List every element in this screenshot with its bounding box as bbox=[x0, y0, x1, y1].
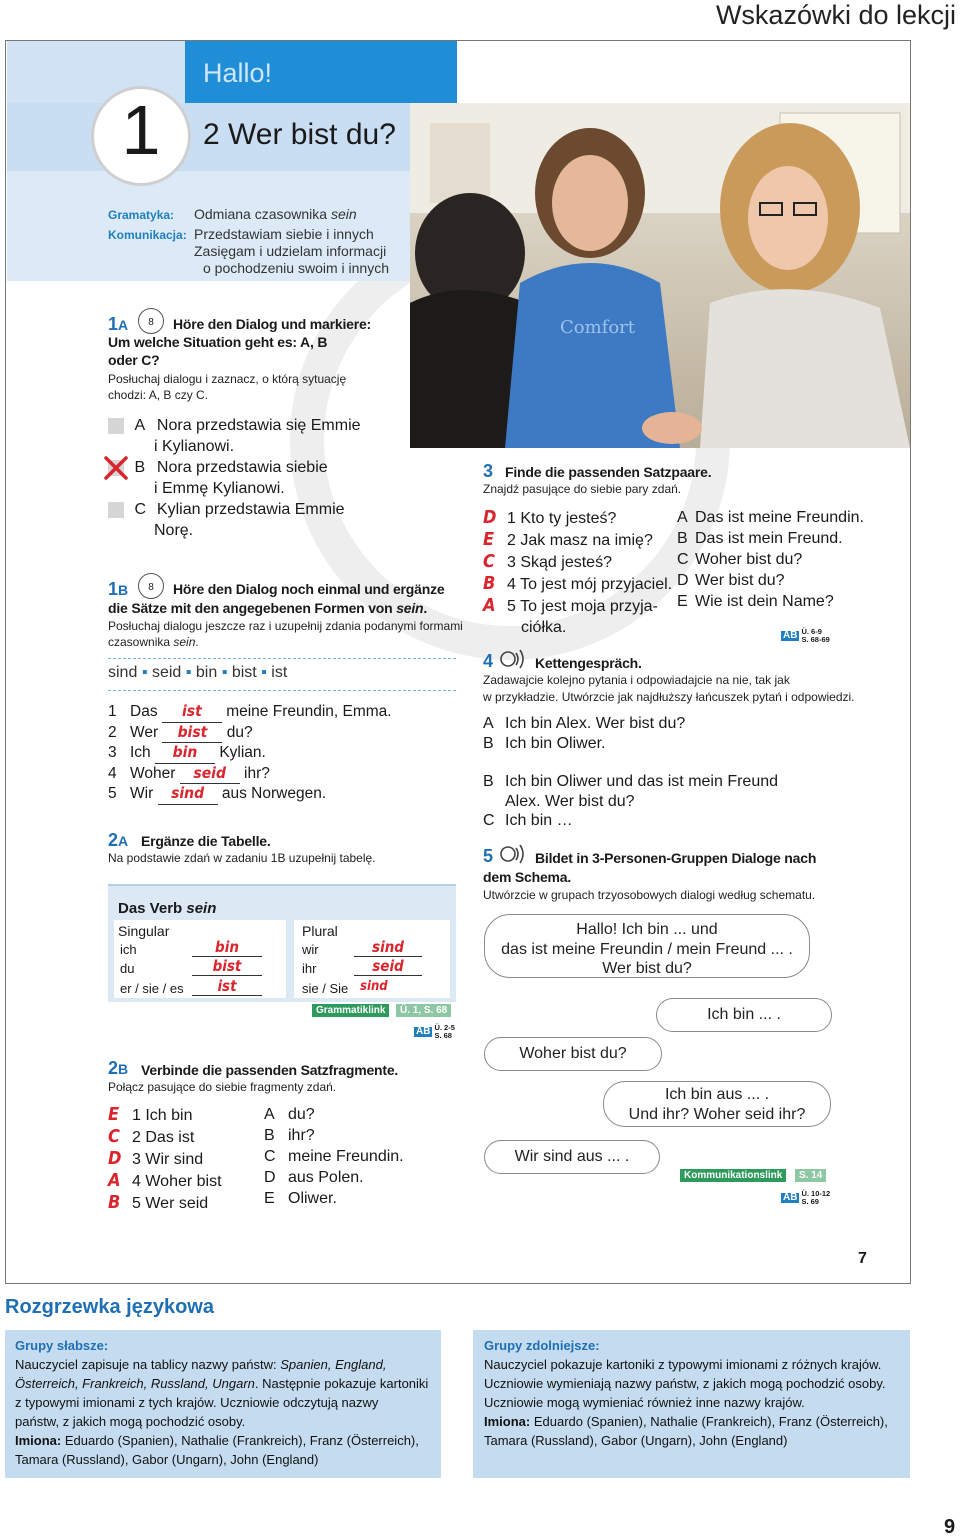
verb-table-title: Das Verb sein bbox=[118, 900, 217, 917]
communication-value-1: Przedstawiam siebie i innych bbox=[194, 226, 374, 242]
ex1a-header: 1A bbox=[108, 314, 129, 334]
ex1a-title-1: Höre den Dialog und markiere: bbox=[173, 316, 372, 332]
kommunikationslink-ref: S. 14 bbox=[795, 1169, 826, 1182]
ex1a-title-3: oder C? bbox=[108, 352, 160, 368]
ex3-right-b: B Das ist mein Freund. bbox=[677, 530, 843, 547]
warmup-title: Rozgrzewka językowa bbox=[5, 1296, 214, 1318]
ex2b-right-b: B ihr? bbox=[264, 1127, 315, 1144]
ab-ref-2a[interactable]: AB Ü. 2-5 S. 68 bbox=[416, 1023, 455, 1040]
unit-title: Hallo! bbox=[203, 58, 273, 88]
ex3-left-4[interactable]: B 4 To jest mój przyjaciel. bbox=[483, 573, 673, 594]
answer-5[interactable]: sind bbox=[158, 784, 218, 805]
forms-box: sind ▪ seid ▪ bin ▪ bist ▪ ist bbox=[108, 664, 288, 681]
ex4-dialog bbox=[483, 714, 778, 831]
ex2b-right-e: E Oliwer. bbox=[264, 1190, 337, 1207]
ex2b-right bbox=[264, 1104, 404, 1209]
col-singular: Singular bbox=[118, 923, 170, 939]
ex5-title-1: Bildet in 3-Personen-Gruppen Dialoge nach bbox=[535, 850, 817, 866]
table-answer-wir[interactable]: sind bbox=[354, 938, 422, 957]
ex3-title: Finde die passenden Satzpaare. bbox=[505, 464, 712, 480]
ex1b-title-1: Höre den Dialog noch einmal und ergänze bbox=[173, 581, 445, 597]
ex1a-audio-icon: 8 bbox=[138, 308, 164, 334]
communication-label: Komunikacja: bbox=[108, 228, 187, 242]
table-answer-sie[interactable]: sind bbox=[360, 979, 388, 994]
communication-value-2: Zasięgam i udzielam informacji bbox=[194, 243, 387, 259]
sentence-1: 1 Das ist meine Freundin, Emma. bbox=[108, 702, 392, 723]
speech-icon-5 bbox=[500, 843, 526, 870]
ex1b-sub-1: Posłuchaj dialogu jeszcze raz i uzupełnij zdania podanymi formami bbox=[108, 619, 463, 633]
ex1a-option-c[interactable]: C Kylian przedstawia Emmie Norę. bbox=[108, 499, 345, 541]
answer-3[interactable]: bin bbox=[155, 743, 215, 764]
answer-4[interactable]: seid bbox=[180, 764, 240, 785]
ex2b-left-5[interactable]: B 5 Wer seid bbox=[108, 1192, 209, 1213]
sentence-4: 4 Woher seid ihr? bbox=[108, 764, 392, 785]
ex3-right-e: E Wie ist dein Name? bbox=[677, 593, 834, 610]
table-answer-ich[interactable]: bin bbox=[192, 938, 262, 957]
ex3-right-a: A Das ist meine Freundin. bbox=[677, 509, 864, 526]
checkbox-b-checked[interactable] bbox=[108, 460, 124, 476]
page-number: 9 bbox=[944, 1516, 956, 1538]
speech-bubble-4: Ich bin aus ... . Und ihr? Woher seid ihr? bbox=[603, 1081, 831, 1127]
ex2a-header: 2A bbox=[108, 830, 129, 850]
kommunikationslink-badge[interactable]: Kommunikationslink bbox=[680, 1169, 786, 1182]
speaking-icon bbox=[500, 843, 526, 865]
table-answer-du[interactable]: bist bbox=[192, 957, 262, 976]
ex4-number: 4 bbox=[483, 651, 494, 671]
communication-value-3: o pochodzeniu swoim i innych bbox=[203, 260, 389, 276]
ex5-number: 5 bbox=[483, 846, 494, 866]
grammatiklink-badge[interactable]: Grammatiklink bbox=[312, 1004, 389, 1017]
speech-bubble-5: Wir sind aus ... . bbox=[484, 1140, 660, 1174]
ex2b-header: 2B bbox=[108, 1058, 129, 1078]
grammar-label: Gramatyka: bbox=[108, 208, 175, 222]
speech-icon-4 bbox=[500, 648, 526, 675]
ex3-left-5[interactable]: A 5 To jest moja przyja- ciółka. bbox=[483, 595, 658, 636]
ex2b-left-1[interactable]: E 1 Ich bin bbox=[108, 1104, 193, 1125]
dashed-line-bottom bbox=[108, 690, 456, 691]
ex2b-right-a: A du? bbox=[264, 1106, 315, 1123]
sentence-5: 5 Wir sind aus Norwegen. bbox=[108, 784, 392, 805]
ex4-sub-2: w przykładzie. Utwórzcie jak najdłuższy łańcuszek pytań i odpowiedzi. bbox=[483, 690, 855, 704]
sentence-2: 2 Wer bist du? bbox=[108, 723, 392, 744]
ex1a-title-2: Um welche Situation geht es: A, B bbox=[108, 334, 328, 350]
inner-page-number: 7 bbox=[858, 1250, 867, 1267]
speaking-icon bbox=[500, 648, 526, 670]
ex1b-audio-icon: 8 bbox=[138, 573, 164, 599]
ex2b-left-2[interactable]: C 2 Das ist bbox=[108, 1126, 195, 1147]
cross-mark-icon bbox=[103, 455, 129, 481]
ex5-sub: Utwórzcie w grupach trzyosobowych dialogi według schematu. bbox=[483, 888, 816, 902]
ex3-right-d: D Wer bist du? bbox=[677, 572, 785, 589]
ex2b-sub: Połącz pasujące do siebie fragmenty zdań. bbox=[108, 1080, 337, 1094]
ex2a-sub: Na podstawie zdań w zadaniu 1B uzupełnij tabelę. bbox=[108, 851, 376, 865]
speech-bubble-3: Woher bist du? bbox=[484, 1037, 662, 1071]
ex3-left-1[interactable]: D 1 Kto ty jesteś? bbox=[483, 507, 617, 528]
ex3-number: 3 bbox=[483, 461, 494, 481]
ex1a-option-a[interactable]: A Nora przedstawia się Emmie i Kylianowi. bbox=[108, 415, 361, 457]
weak-groups-panel: Grupy słabsze: Nauczyciel zapisuje na tablicy nazwy państw: Spanien, England, Österreich, Frankreich, Russland, Ungarn. Następnie pokazuje kartoniki z typowymi imionami z tych krajów. Uczniowie odczytują nazwy państw, z jakich mogą pochodzić osoby. Imiona: Eduardo (Spanien), Nathalie (Frankreich), Franz (Österreich), Tamara (Russland), Gabor (Ungarn), John (England) bbox=[5, 1330, 441, 1478]
ab-ref-5[interactable]: AB Ü. 10-12 S. 69 bbox=[783, 1189, 831, 1206]
ex3-left-3[interactable]: C 3 Skąd jesteś? bbox=[483, 551, 612, 572]
photo-illustration bbox=[410, 103, 910, 448]
verb-table: Das Verb sein Singular Plural ich bin wir sind du bist ihr seid er / sie / es ist sie / Sie sind bbox=[108, 884, 456, 1002]
speech-bubble-1: Hallo! Ich bin ... und das ist meine Freundin / mein Freund ... . Wer bist du? bbox=[484, 914, 810, 978]
ex2b-left-4[interactable]: A 4 Woher bist bbox=[108, 1170, 222, 1191]
ex3-right bbox=[677, 507, 864, 612]
ex2b-left-3[interactable]: D 3 Wir sind bbox=[108, 1148, 204, 1169]
answer-2[interactable]: bist bbox=[162, 723, 222, 744]
ex1b-title-2: die Sätze mit den angegebenen Formen von sein. bbox=[108, 600, 428, 616]
ex3-left-2[interactable]: E 2 Jak masz na imię? bbox=[483, 529, 653, 550]
lesson-number: 1 bbox=[121, 91, 161, 169]
page-header-title: Wskazówki do lekcji bbox=[715, 0, 956, 30]
ex1b-sentences bbox=[108, 702, 392, 805]
ex1b-sub-2: czasownika sein. bbox=[108, 635, 199, 649]
table-answer-ihr[interactable]: seid bbox=[354, 957, 422, 976]
dashed-line-top bbox=[108, 658, 456, 659]
grammatiklink-ref: Ü. 1, S. 68 bbox=[396, 1004, 451, 1017]
ex2b-right-c: C meine Freundin. bbox=[264, 1148, 404, 1165]
ex4-sub-1: Zadawajcie kolejno pytania i odpowiadajcie na nie, tak jak bbox=[483, 673, 790, 687]
checkbox-c[interactable] bbox=[108, 502, 124, 518]
lesson-title: 2 Wer bist du? bbox=[203, 118, 396, 151]
ex2b-left bbox=[108, 1104, 222, 1214]
ex2b-title: Verbinde die passenden Satzfragmente. bbox=[141, 1062, 399, 1078]
strong-groups-panel: Grupy zdolniejsze: Nauczyciel pokazuje kartoniki z typowymi imionami z różnych krajów. Uczniowie wymieniają nazwy państw, z jakich mogą pochodzić osoby. Uczniowie mogą wymieniać również inne nazwy krajów. Imiona: Eduardo (Spanien), Nathalie (Frankreich), Franz (Österreich), Tamara (Russland), Gabor (Ungarn), John (England) bbox=[473, 1330, 910, 1478]
photo-students-greeting bbox=[410, 103, 910, 448]
ex1a-sub-1: Posłuchaj dialogu i zaznacz, o którą sytuację bbox=[108, 372, 347, 386]
ex3-left bbox=[483, 507, 672, 638]
col-plural: Plural bbox=[302, 923, 338, 939]
speech-bubble-2: Ich bin ... . bbox=[656, 998, 832, 1032]
sentence-3: 3 Ich bin Kylian. bbox=[108, 743, 392, 764]
ex4-line-4: C Ich bin … bbox=[483, 812, 573, 829]
ex3-right-c: C Woher bist du? bbox=[677, 551, 803, 568]
checkbox-a[interactable] bbox=[108, 418, 124, 434]
ex1a-sub-2: chodzi: A, B czy C. bbox=[108, 388, 209, 402]
ex5-title-2: dem Schema. bbox=[483, 869, 572, 885]
ex1b-header: 1B bbox=[108, 579, 129, 599]
grammar-value: Odmiana czasownika sein bbox=[194, 206, 357, 222]
ex2b-right-d: D aus Polen. bbox=[264, 1169, 364, 1186]
ex4-line-2: B Ich bin Oliwer. bbox=[483, 734, 606, 752]
svg-text:Comfort: Comfort bbox=[560, 317, 636, 338]
table-answer-er[interactable]: ist bbox=[192, 977, 262, 996]
ex3-sub: Znajdź pasujące do siebie pary zdań. bbox=[483, 482, 682, 496]
ex4-title: Kettengespräch. bbox=[535, 655, 642, 671]
answer-1[interactable]: ist bbox=[162, 702, 222, 723]
ab-ref-3[interactable]: AB Ü. 6-9 S. 68-69 bbox=[783, 627, 830, 644]
ex4-line-3: B Ich bin Oliwer und das ist mein Freund Alex. Wer bist du? bbox=[483, 773, 779, 810]
ex4-line-1: A Ich bin Alex. Wer bist du? bbox=[483, 715, 686, 732]
ex2a-title: Ergänze die Tabelle. bbox=[141, 833, 271, 849]
ex1a-option-b[interactable]: B Nora przedstawia siebie i Emmę Kylianowi. bbox=[108, 457, 328, 499]
